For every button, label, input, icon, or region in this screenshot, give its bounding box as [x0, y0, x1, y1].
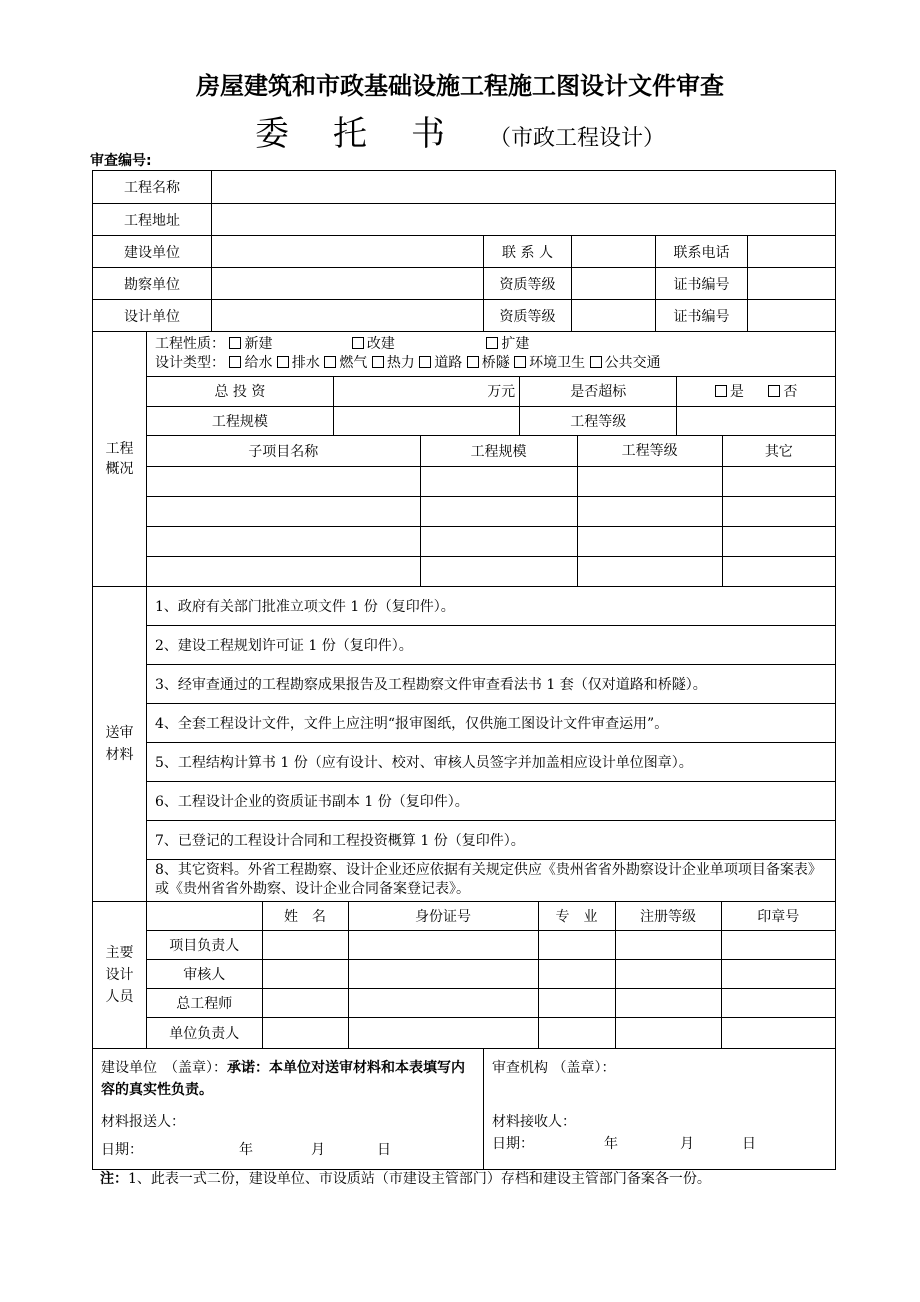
person-cell[interactable] — [615, 989, 721, 1018]
person-cell[interactable] — [348, 960, 538, 989]
nature-and-type — [147, 332, 835, 376]
subitem-cell[interactable] — [420, 496, 577, 526]
material-item: 4、全套工程设计文件，文件上应注明“报审图纸，仅供施工图设计文件审查运用”。 — [147, 703, 836, 742]
personnel-header-major: 专 业 — [538, 902, 615, 931]
builder-seal-area — [93, 1048, 484, 1169]
title-main: 委托书 — [254, 114, 489, 154]
subitem-cell[interactable] — [577, 496, 835, 526]
review-org-seal-area — [484, 1048, 836, 1169]
label-project-name: 工程名称 — [93, 171, 212, 204]
person-cell[interactable] — [538, 960, 615, 989]
checkbox-icon[interactable] — [229, 356, 241, 368]
receiver-label: 材料接收人： — [492, 1113, 576, 1130]
subitem-row — [147, 466, 835, 496]
person-cell[interactable] — [615, 931, 721, 960]
option-no[interactable]: 否 — [768, 384, 797, 400]
material-item: 8、其它资料。外省工程勘察、设计企业还应依据有关规定供应《贵州省省外勘察设计企业单项项目备案表》或《贵州省省外勘察、设计企业合同备案登记表》。 — [147, 859, 836, 901]
checkbox-icon[interactable] — [419, 356, 431, 368]
person-cell[interactable] — [538, 989, 615, 1018]
option-yes[interactable]: 是 — [715, 384, 744, 400]
builder-field[interactable] — [212, 236, 484, 268]
label-phone: 联系电话 — [656, 236, 748, 268]
person-cell[interactable] — [348, 1018, 538, 1048]
subitem-cell[interactable] — [147, 496, 420, 526]
personnel-header-blank — [147, 902, 262, 931]
personnel-header-seal-no: 印章号 — [721, 902, 835, 931]
personnel-row — [147, 989, 835, 1018]
role-project-leader: 项目负责人 — [147, 931, 262, 960]
personnel-label: 主要设计人员 — [93, 901, 147, 1048]
subitem-header-other: 其它 — [764, 443, 793, 460]
checkbox-icon[interactable] — [277, 356, 289, 368]
subitem-cell[interactable] — [147, 556, 420, 586]
materials-label: 送审材料 — [93, 586, 147, 901]
person-cell[interactable] — [721, 960, 835, 989]
checkbox-icon[interactable] — [590, 356, 602, 368]
role-reviewer: 审核人 — [147, 960, 262, 989]
scale-field[interactable] — [333, 406, 519, 435]
checkbox-icon[interactable] — [768, 385, 780, 397]
design-type-sanitation[interactable]: 环境卫生 — [514, 355, 585, 371]
label-over-standard: 是否超标 — [520, 376, 677, 406]
person-cell[interactable] — [538, 931, 615, 960]
label-design-cert: 证书编号 — [656, 300, 748, 332]
label-contact: 联 系 人 — [484, 236, 572, 268]
personnel-header-reg-grade: 注册等级 — [615, 902, 721, 931]
subitem-header-grade — [577, 435, 835, 466]
label-builder: 建设单位 — [93, 236, 212, 268]
role-chief-engineer: 总工程师 — [147, 989, 262, 1018]
label-design-qualification: 资质等级 — [484, 300, 572, 332]
person-cell[interactable] — [721, 931, 835, 960]
design-type-bridge[interactable]: 桥隧 — [467, 355, 510, 371]
checkbox-icon[interactable] — [467, 356, 479, 368]
checkbox-icon[interactable] — [352, 337, 364, 349]
sender-label: 材料报送人： — [101, 1113, 185, 1130]
checkbox-icon[interactable] — [372, 356, 384, 368]
design-type-transit[interactable]: 公共交通 — [590, 355, 661, 371]
label-project-address: 工程地址 — [93, 204, 212, 236]
checkbox-icon[interactable] — [324, 356, 336, 368]
subitem-cell[interactable] — [147, 466, 420, 496]
personnel-header-id: 身份证号 — [348, 902, 538, 931]
nature-label: 工程性质： — [155, 335, 225, 352]
form-subtitle — [0, 106, 920, 155]
subitem-header-name: 子项目名称 — [147, 435, 420, 466]
design-type-water[interactable]: 给水 — [229, 355, 272, 371]
person-cell[interactable] — [615, 1018, 721, 1048]
person-cell[interactable] — [262, 989, 348, 1018]
material-item: 5、工程结构计算书 1 份（应有设计、校对、审核人员签字并加盖相应设计单位图章）。 — [147, 742, 836, 781]
nature-option-expand[interactable]: 扩建 — [486, 336, 529, 352]
unit-wan: 万元 — [487, 384, 516, 400]
review-date: 日期： 年 月 日 — [492, 1135, 756, 1152]
material-item: 2、建设工程规划许可证 1 份（复印件）。 — [147, 625, 836, 664]
grade-field[interactable] — [677, 406, 835, 435]
label-survey-qualification: 资质等级 — [484, 268, 572, 300]
subitem-row — [147, 526, 835, 556]
review-org-label: 审查机构 （盖章）： — [492, 1059, 616, 1076]
overview-section — [147, 332, 836, 587]
subitem-header-scale: 工程规模 — [420, 435, 577, 466]
subitem-row — [147, 556, 835, 586]
design-type-row — [155, 354, 831, 373]
footnote: 注：1、此表一式二份，建设单位、市设质站（市建设主管部门）存档和建设主管部门备案各一份。 — [100, 1171, 711, 1187]
design-type-heat[interactable]: 热力 — [372, 355, 415, 371]
entrust-form-table — [92, 170, 836, 1170]
form-title: 房屋建筑和市政基础设施工程施工图设计文件审查 — [196, 72, 724, 100]
subitem-cell[interactable] — [420, 466, 577, 496]
design-type-drainage[interactable]: 排水 — [277, 355, 320, 371]
checkbox-icon[interactable] — [514, 356, 526, 368]
over-standard-options — [677, 376, 835, 406]
design-type-label: 设计类型： — [155, 354, 225, 371]
label-survey-unit: 勘察单位 — [93, 268, 212, 300]
label-total-investment: 总 投 资 — [147, 376, 333, 406]
subitem-cell[interactable] — [577, 526, 835, 556]
person-cell[interactable] — [348, 989, 538, 1018]
material-item: 1、政府有关部门批准立项文件 1 份（复印件）。 — [147, 586, 836, 625]
project-address-field[interactable] — [212, 204, 836, 236]
overview-label: 工程概况 — [93, 332, 147, 587]
checkbox-icon[interactable] — [486, 337, 498, 349]
subitem-cell[interactable] — [147, 526, 420, 556]
design-type-road[interactable]: 道路 — [419, 355, 462, 371]
builder-date: 日期： 年 月 日 — [101, 1141, 391, 1158]
person-cell[interactable] — [262, 931, 348, 960]
label-scale: 工程规模 — [147, 406, 333, 435]
phone-field[interactable] — [748, 236, 836, 268]
personnel-section — [147, 901, 836, 1048]
personnel-header-name: 姓 名 — [262, 902, 348, 931]
subitem-cell[interactable] — [577, 466, 835, 496]
personnel-table — [147, 902, 835, 1048]
review-number-label: 审查编号: — [90, 153, 152, 169]
subitem-cell[interactable] — [420, 556, 577, 586]
subitem-cell[interactable] — [577, 556, 835, 586]
design-unit-field[interactable] — [212, 300, 484, 332]
nature-row — [155, 335, 831, 354]
material-item: 6、工程设计企业的资质证书副本 1 份（复印件）。 — [147, 781, 836, 820]
person-cell[interactable] — [348, 931, 538, 960]
personnel-row — [147, 931, 835, 960]
survey-cert-field[interactable] — [748, 268, 836, 300]
survey-qualification-field[interactable] — [572, 268, 656, 300]
subitem-cell[interactable] — [420, 526, 577, 556]
checkbox-icon[interactable] — [715, 385, 727, 397]
checkbox-icon[interactable] — [229, 337, 241, 349]
subitem-header-grade-label: 工程等级 — [578, 436, 723, 466]
label-survey-cert: 证书编号 — [656, 268, 748, 300]
personnel-row — [147, 960, 835, 989]
person-cell[interactable] — [538, 1018, 615, 1048]
project-name-field[interactable] — [212, 171, 836, 204]
material-item: 7、已登记的工程设计合同和工程投资概算 1 份（复印件）。 — [147, 820, 836, 859]
total-investment-field[interactable] — [333, 376, 519, 406]
title-sub: （市政工程设计） — [488, 126, 665, 151]
design-qualification-field[interactable] — [572, 300, 656, 332]
label-grade: 工程等级 — [520, 406, 677, 435]
role-unit-head: 单位负责人 — [147, 1018, 262, 1048]
design-cert-field[interactable] — [748, 300, 836, 332]
person-cell[interactable] — [262, 960, 348, 989]
overview-table — [147, 332, 835, 586]
personnel-row — [147, 1018, 835, 1048]
person-cell[interactable] — [721, 1018, 835, 1048]
design-type-gas[interactable]: 燃气 — [324, 355, 367, 371]
builder-promise: 建设单位 （盖章）：承诺：本单位对送审材料和本表填写内容的真实性负责。 — [101, 1059, 465, 1098]
person-cell[interactable] — [721, 989, 835, 1018]
person-cell[interactable] — [615, 960, 721, 989]
survey-unit-field[interactable] — [212, 268, 484, 300]
contact-field[interactable] — [572, 236, 656, 268]
label-design-unit: 设计单位 — [93, 300, 212, 332]
person-cell[interactable] — [262, 1018, 348, 1048]
subitem-row — [147, 496, 835, 526]
material-item: 3、经审查通过的工程勘察成果报告及工程勘察文件审查看法书 1 套（仅对道路和桥隧）。 — [147, 664, 836, 703]
nature-option-rebuild[interactable]: 改建 — [352, 335, 482, 354]
nature-option-new[interactable]: 新建 — [229, 335, 347, 354]
